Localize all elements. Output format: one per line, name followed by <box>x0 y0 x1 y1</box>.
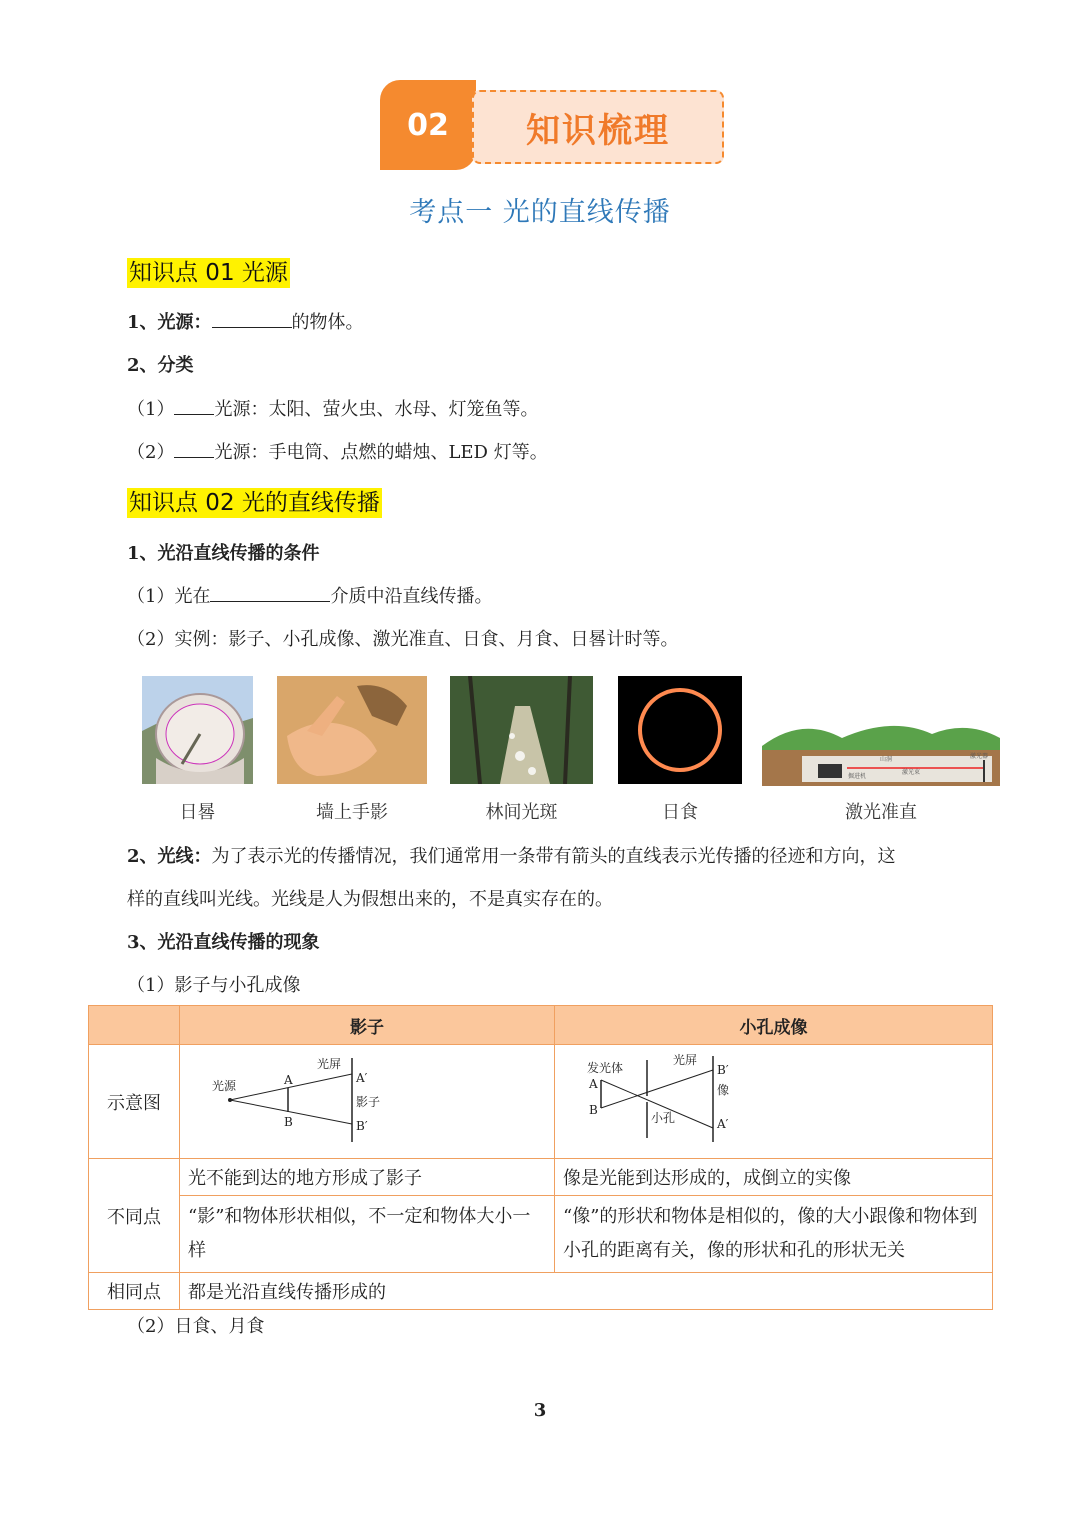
row-label-difference: 不同点 <box>89 1159 180 1273</box>
kp1-sub2 <box>127 438 548 464</box>
kp1-sub2-text: 光源：手电筒、点燃的蜡烛、LED 灯等。 <box>214 442 548 463</box>
kp2-item2-text: 为了表示光的传播情况，我们通常用一条带有箭头的直线表示光传播的径迹和方向，这 <box>211 846 896 867</box>
kp1-item2: 2、分类 <box>127 355 194 376</box>
hand-shadow-image <box>277 676 427 784</box>
kp1-item1 <box>127 308 364 334</box>
table-header-pinhole: 小孔成像 <box>555 1006 993 1045</box>
table-row <box>89 1196 993 1273</box>
diff1-pinhole: 像是光能到达形成的，成倒立的实像 <box>555 1159 993 1196</box>
kp2-title: 知识点 02 光的直线传播 <box>129 490 380 516</box>
fill-blank <box>210 583 330 602</box>
fill-blank <box>174 439 214 458</box>
kp2-sub1-prefix: （1）光在 <box>127 586 211 607</box>
kp1-heading <box>127 254 290 287</box>
table-header-row <box>89 1006 993 1045</box>
laser-label-tunnel: 山洞 <box>880 756 893 763</box>
laser-label-laser: 激光器 <box>970 753 989 760</box>
kp1-sub1 <box>127 395 538 421</box>
shadow-label-source: 光源 <box>212 1079 237 1093</box>
comparison-table <box>88 1005 993 1310</box>
laser-alignment-image <box>762 716 1000 786</box>
laser-label-beam: 激光束 <box>902 769 921 776</box>
kp2-sub1-text: 介质中沿直线传播。 <box>330 586 493 607</box>
table-row <box>89 1159 993 1196</box>
kp2-item1: 1、光沿直线传播的条件 <box>127 543 320 564</box>
table-header-empty <box>89 1006 180 1045</box>
table-row <box>89 1273 993 1310</box>
kp2-item3-sub2: （2）日食、月食 <box>127 1316 265 1337</box>
topic-heading: 考点一 光的直线传播 <box>409 197 671 228</box>
sundial-image <box>142 676 253 784</box>
diff2-pinhole: “像”的形状和物体是相似的，像的大小跟像和物体到小孔的距离有关，像的形状和孔的形状无关 <box>555 1196 993 1273</box>
pinhole-label-b2: B′ <box>717 1063 729 1077</box>
caption-laser: 激光准直 <box>845 802 917 823</box>
pinhole-label-body: 发光体 <box>587 1061 624 1075</box>
forest-light-image <box>450 676 593 784</box>
kp2-item2 <box>127 842 896 868</box>
fill-blank <box>174 396 214 415</box>
kp1-title: 知识点 01 光源 <box>129 260 288 286</box>
row-label-diagram: 示意图 <box>89 1045 180 1159</box>
solar-eclipse-image <box>618 676 742 784</box>
same-point: 都是光沿直线传播形成的 <box>180 1273 993 1310</box>
kp2-sub1 <box>127 582 492 608</box>
pinhole-label-a2: A′ <box>717 1117 729 1131</box>
shadow-label-b: B <box>284 1115 293 1129</box>
kp2-item2-cont: 样的直线叫光线。光线是人为假想出来的，不是真实存在的。 <box>127 889 613 910</box>
caption-sundial: 日晷 <box>179 802 216 823</box>
kp2-item2-label: 2、光线： <box>127 846 212 867</box>
kp1-sub2-prefix: （2） <box>127 442 175 463</box>
kp1-item1-label: 1、光源： <box>127 312 212 333</box>
diff2-shadow: “影”和物体形状相似，不一定和物体大小一样 <box>180 1196 555 1273</box>
row-label-same: 相同点 <box>89 1273 180 1310</box>
kp2-item3-sub1: （1）影子与小孔成像 <box>127 975 301 996</box>
section-number: 02 <box>380 80 476 170</box>
kp2-heading <box>127 484 382 517</box>
shadow-diagram <box>180 1045 555 1159</box>
table-row <box>89 1045 993 1159</box>
shadow-label-a: A <box>284 1073 293 1087</box>
table-header-shadow: 影子 <box>180 1006 555 1045</box>
kp1-sub1-prefix: （1） <box>127 399 175 420</box>
diff1-shadow: 光不能到达的地方形成了影子 <box>180 1159 555 1196</box>
kp2-sub2: （2）实例：影子、小孔成像、激光准直、日食、月食、日晷计时等。 <box>127 629 679 650</box>
fill-blank <box>212 309 292 328</box>
caption-solar-eclipse: 日食 <box>662 802 698 823</box>
section-title: 知识梳理 <box>526 110 670 151</box>
shadow-label-a2: A′ <box>356 1071 368 1085</box>
pinhole-label-a: A <box>589 1077 598 1091</box>
page-number: 3 <box>533 1400 547 1421</box>
pinhole-diagram <box>555 1045 993 1159</box>
laser-label-machine: 掘进机 <box>848 773 867 780</box>
shadow-label-shadow: 影子 <box>356 1095 381 1109</box>
kp1-sub1-text: 光源：太阳、萤火虫、水母、灯笼鱼等。 <box>214 399 539 420</box>
kp2-item3: 3、光沿直线传播的现象 <box>127 932 320 953</box>
shadow-label-b2: B′ <box>356 1119 368 1133</box>
pinhole-label-image: 像 <box>717 1083 730 1097</box>
kp1-item1-text: 的物体。 <box>291 312 364 333</box>
shadow-label-screen: 光屏 <box>317 1057 342 1071</box>
pinhole-label-b: B <box>589 1103 598 1117</box>
pinhole-label-screen: 光屏 <box>673 1053 698 1067</box>
section-title-box <box>472 90 724 164</box>
section-banner <box>380 80 728 172</box>
pinhole-label-hole: 小孔 <box>651 1111 676 1125</box>
caption-hand-shadow: 墙上手影 <box>316 802 388 823</box>
caption-forest-light: 林间光斑 <box>485 802 558 823</box>
